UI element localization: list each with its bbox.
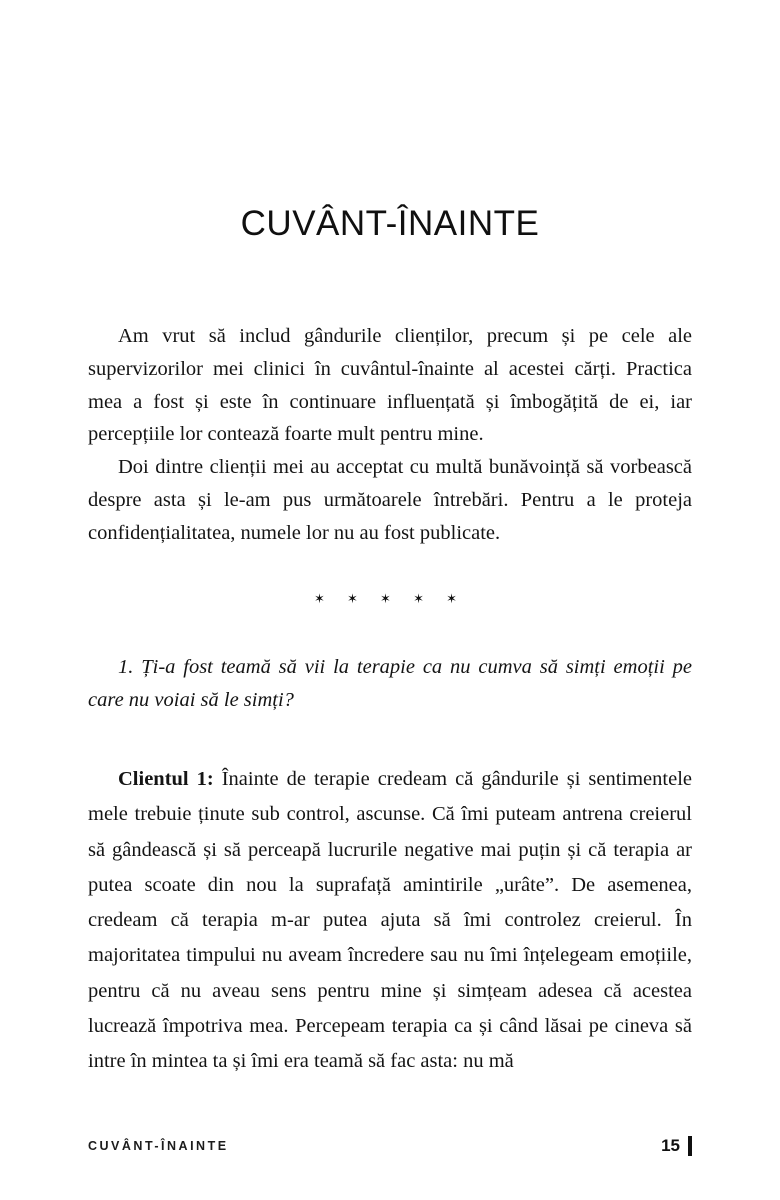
client-answer-text: Înainte de terapie credeam că gândurile și sentimentele mele trebuie ținute sub control, ascunse. Că îmi puteam antrena creierul să gândească și să perceapă lucrurile negative mai puțin și că terapia ar putea scoate din nou la suprafață amintirile „urâte”. De asemenea, credeam că terapia m-ar putea ajuta să îmi controlez creierul. În majoritatea timpului nu aveam încredere sau nu îmi înțelegeam emoțiile, pentru că nu aveau sens pentru mine și simțeam adesea că acestea lucrează împotriva mea. Percepeam terapia ca și când lăsai pe cineva să intre în mintea ta și îmi era teamă să fac asta: nu mă (88, 768, 692, 1073)
page-number-value: 15 (661, 1136, 680, 1155)
body-text (88, 320, 692, 550)
client-label: Clientul 1: (118, 768, 214, 791)
paragraph-2: Doi dintre clienții mei au acceptat cu multă bunăvoință să vorbească despre asta și le-am pus următoarele întrebări. Pentru a le proteja confidențialitatea, numele lor nu au fost publicate. (88, 456, 692, 544)
client-answer (88, 762, 692, 1079)
page-footer (88, 1136, 692, 1156)
page-number (661, 1136, 692, 1156)
running-header: CUVÂNT-ÎNAINTE (88, 1139, 229, 1153)
page-title: CUVÂNT-ÎNAINTE (240, 204, 540, 243)
paragraph-1: Am vrut să includ gândurile clienților, precum și pe cele ale supervizorilor mei clinici în cuvântul-înainte al acestei cărți. Practica mea a fost și este în continuare influențată și îmbogățită de ei, iar percepțiile lor contează foarte mult pentru mine. (88, 325, 692, 446)
page-number-bar (688, 1136, 692, 1156)
star-separator: ✶ ✶ ✶ ✶ ✶ (314, 591, 466, 607)
interview-question: 1. Ți-a fost teamă să vii la terapie ca nu cumva să simți emoții pe care nu voiai să le simți? (88, 655, 692, 712)
